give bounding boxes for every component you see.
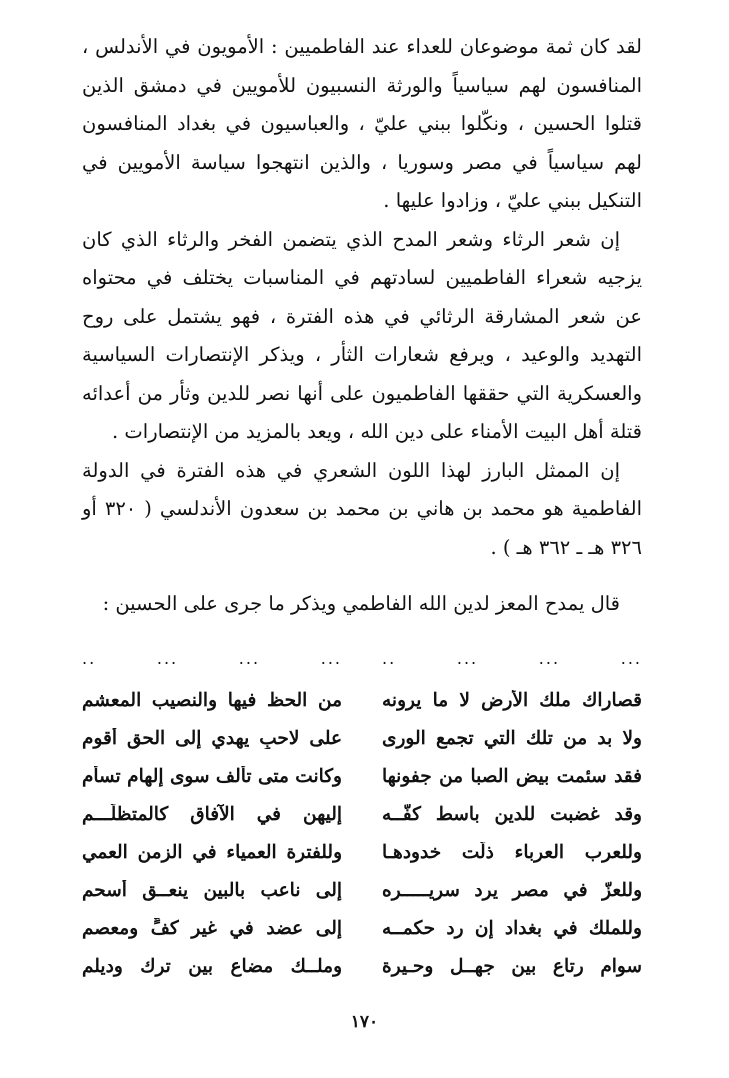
poem-introduction: قال يمدح المعز لدين الله الفاطمي ويذكر ما جرى على الحسين : — [102, 592, 620, 615]
ellipsis-right-half — [382, 649, 642, 669]
ellipsis-mark: ... — [156, 649, 179, 668]
verse-first-hemistich: وللعزّ في مصر يرد سريـــــره — [382, 879, 642, 901]
ellipsis-left-half — [82, 649, 342, 669]
ellipsis-mark: ... — [238, 649, 261, 668]
verse-line — [82, 681, 642, 719]
ellipsis-mark: ... — [620, 649, 642, 668]
poem-verses — [82, 681, 642, 985]
verse-line — [82, 757, 642, 795]
verse-line — [82, 833, 642, 871]
verse-second-hemistich: وملــك مضاع بين ترك وديلم — [82, 955, 342, 977]
verse-second-hemistich: إلى عضد في غير كفٍّ ومعصم — [82, 917, 342, 939]
verse-first-hemistich: وقد غضبت للدين باسط كفّــه — [382, 803, 642, 825]
verse-line — [82, 795, 642, 833]
ellipsis-mark: ... — [320, 649, 342, 668]
verse-second-hemistich: وكانت متى تألف سوى إلهام تسأم — [82, 765, 342, 787]
ellipsis-mark: ... — [538, 649, 561, 668]
paragraph-elegy-poetry: إن شعر الرثاء وشعر المدح الذي يتضمن الفخر والرثاء الذي كان يزجيه شعراء الفاطميين لسادتهم في المناسبات يختلف في محتواه عن شعر المشارقة الرثائي في هذه الفترة ، فهو يشتمل على روح التهديد والوعيد ، ويرفع شعارات الثأر ، ويذكر الإنتصارات السياسية والعسكرية التي حققها الفاطميون على أنها نصر للدين وثأر من أعدائه قتلة أهل البيت الأمناء على دين الله ، ويعد بالمزيد من الإنتصارات . — [82, 227, 642, 443]
verse-second-hemistich: إلى ناعب بالبين ينعــق أسحم — [82, 879, 342, 901]
verse-line — [82, 871, 642, 909]
verse-first-hemistich: ولا بد من تلك التي تجمع الورى — [382, 727, 642, 749]
omission-ellipsis-row — [82, 649, 642, 669]
ellipsis-mark: .. — [82, 649, 97, 668]
verse-line — [82, 719, 642, 757]
paragraph-ibn-hani: إن الممثل البارز لهذا اللون الشعري في هذه الفترة في الدولة الفاطمية هو محمد بن هاني بن محمد بن سعدون الأندلسي ( ٣٢٠ أو ٣٢٦ هـ ـ ٣٦٢ هـ ) . — [82, 458, 642, 559]
page-number: ١٧٠ — [350, 1012, 379, 1032]
verse-second-hemistich: على لاحبٍ يهدي إلى الحق أقوم — [82, 727, 342, 749]
verse-line — [82, 909, 642, 947]
verse-first-hemistich: قصاراك ملك الأرض لا ما يرونه — [382, 689, 642, 711]
verse-second-hemistich: من الحظ فيها والنصيب المعشم — [82, 689, 342, 711]
ellipsis-mark: .. — [382, 649, 397, 668]
verse-first-hemistich: وللملك في بغداد إن رد حكمــه — [382, 917, 642, 939]
verse-line — [82, 947, 642, 985]
verse-first-hemistich: سوام رتاع بين جهــل وحـيرة — [382, 955, 642, 977]
verse-second-hemistich: إليهن في الآفاق كالمتظلّـــم — [82, 803, 342, 825]
verse-second-hemistich: وللفترة العمياء في الزمن العمي — [82, 841, 342, 863]
verse-first-hemistich: وللعرب العرباء ذلّت خدودهـا — [382, 841, 642, 863]
page-body — [82, 28, 642, 985]
paragraph-umayyads-abbasids: لقد كان ثمة موضوعان للعداء عند الفاطميين : الأمويون في الأندلس ، المنافسون لهم سياسياً والورثة النسبيون للأمويين في دمشق الذين قتلوا الحسين ، ونكّلوا ببني عليّ ، والعباسيون في بغداد المنافسون لهم سياسياً في مصر وسوريا ، والذين انتهجوا سياسة الأمويين في التنكيل ببني عليّ ، وزادوا عليها . — [82, 35, 642, 212]
verse-first-hemistich: فقد سئمت بيض الصبا من جفونها — [382, 765, 642, 787]
ellipsis-mark: ... — [456, 649, 479, 668]
